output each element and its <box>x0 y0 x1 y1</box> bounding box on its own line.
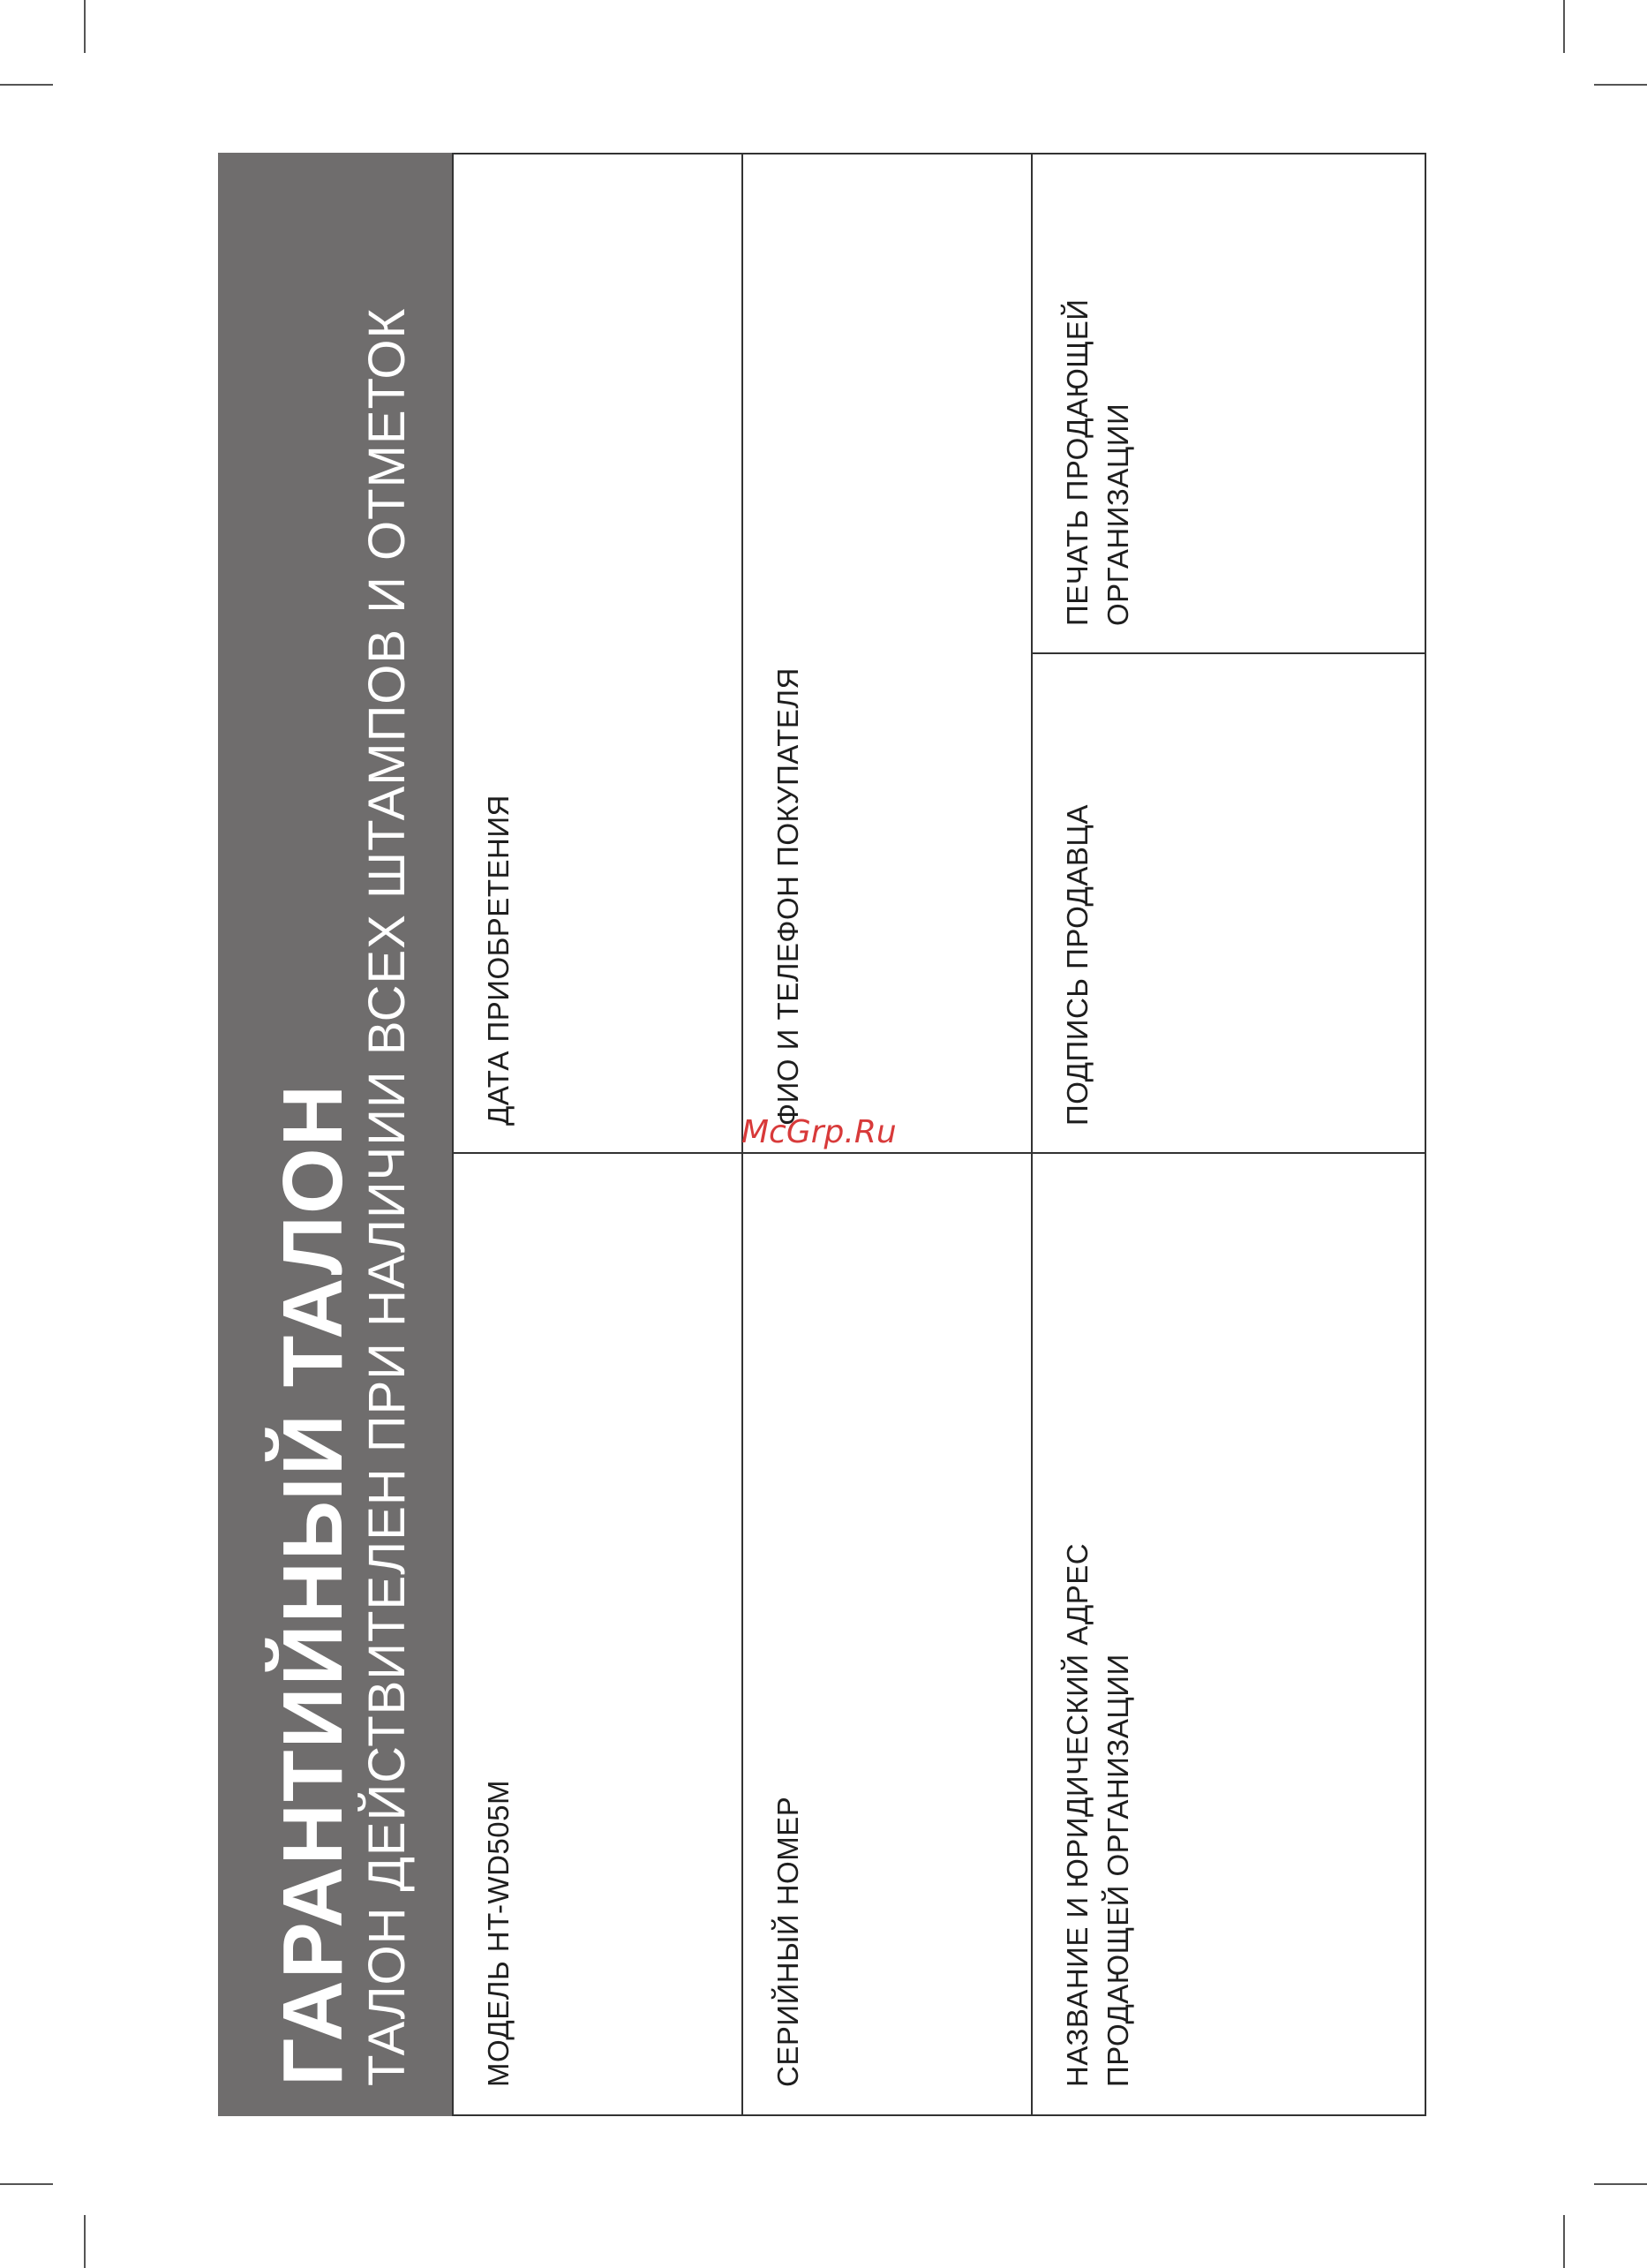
crop-mark <box>84 2215 86 2268</box>
field-seller-stamp-label <box>1057 299 1139 626</box>
field-model[interactable] <box>452 1152 743 2116</box>
field-seller-signature[interactable] <box>1031 652 1426 1154</box>
field-model-label: МОДЕЛЬ HT-WD505M <box>482 1780 515 2087</box>
field-serial-number[interactable] <box>741 1152 1033 2116</box>
crop-mark <box>1594 84 1647 86</box>
crop-mark <box>0 84 53 86</box>
crop-mark <box>1563 2215 1565 2268</box>
field-seller-name-line1: НАЗВАНИЕ И ЮРИДИЧЕСКИЙ АДРЕС <box>1061 1542 1094 2087</box>
field-buyer-label: ФИО И ТЕЛЕФОН ПОКУПАТЕЛЯ <box>771 667 804 1126</box>
watermark: McGrp.Ru <box>741 1114 897 1150</box>
crop-mark <box>1563 0 1565 53</box>
crop-mark <box>84 0 86 53</box>
card-title: ГАРАНТИЙНЫЙ ТАЛОН <box>266 1082 360 2086</box>
field-purchase-date[interactable] <box>452 153 743 1154</box>
field-serial-number-label: СЕРИЙНЫЙ НОМЕР <box>771 1796 804 2087</box>
field-seller-signature-label: ПОДПИСЬ ПРОДАВЦА <box>1061 804 1094 1126</box>
field-seller-stamp-line1: ПЕЧАТЬ ПРОДАЮЩЕЙ <box>1061 298 1094 626</box>
title-banner <box>218 153 452 2116</box>
crop-mark <box>1594 2183 1647 2185</box>
crop-mark <box>0 2183 53 2185</box>
field-seller-stamp-line2: ОРГАНИЗАЦИИ <box>1102 403 1134 626</box>
field-seller-name-label <box>1057 1543 1139 2087</box>
field-seller-stamp[interactable] <box>1031 153 1426 654</box>
field-seller-name-line2: ПРОДАЮЩЕЙ ОРГАНИЗАЦИИ <box>1102 1654 1134 2087</box>
field-seller-name[interactable] <box>1031 1152 1426 2116</box>
field-buyer[interactable] <box>741 153 1033 1154</box>
field-purchase-date-label: ДАТА ПРИОБРЕТЕНИЯ <box>482 795 515 1126</box>
card-subtitle: ТАЛОН ДЕЙСТВИТЕЛЕН ПРИ НАЛИЧИИ ВСЕХ ШТАМПОВ И ОТМЕТОК <box>358 307 416 2086</box>
